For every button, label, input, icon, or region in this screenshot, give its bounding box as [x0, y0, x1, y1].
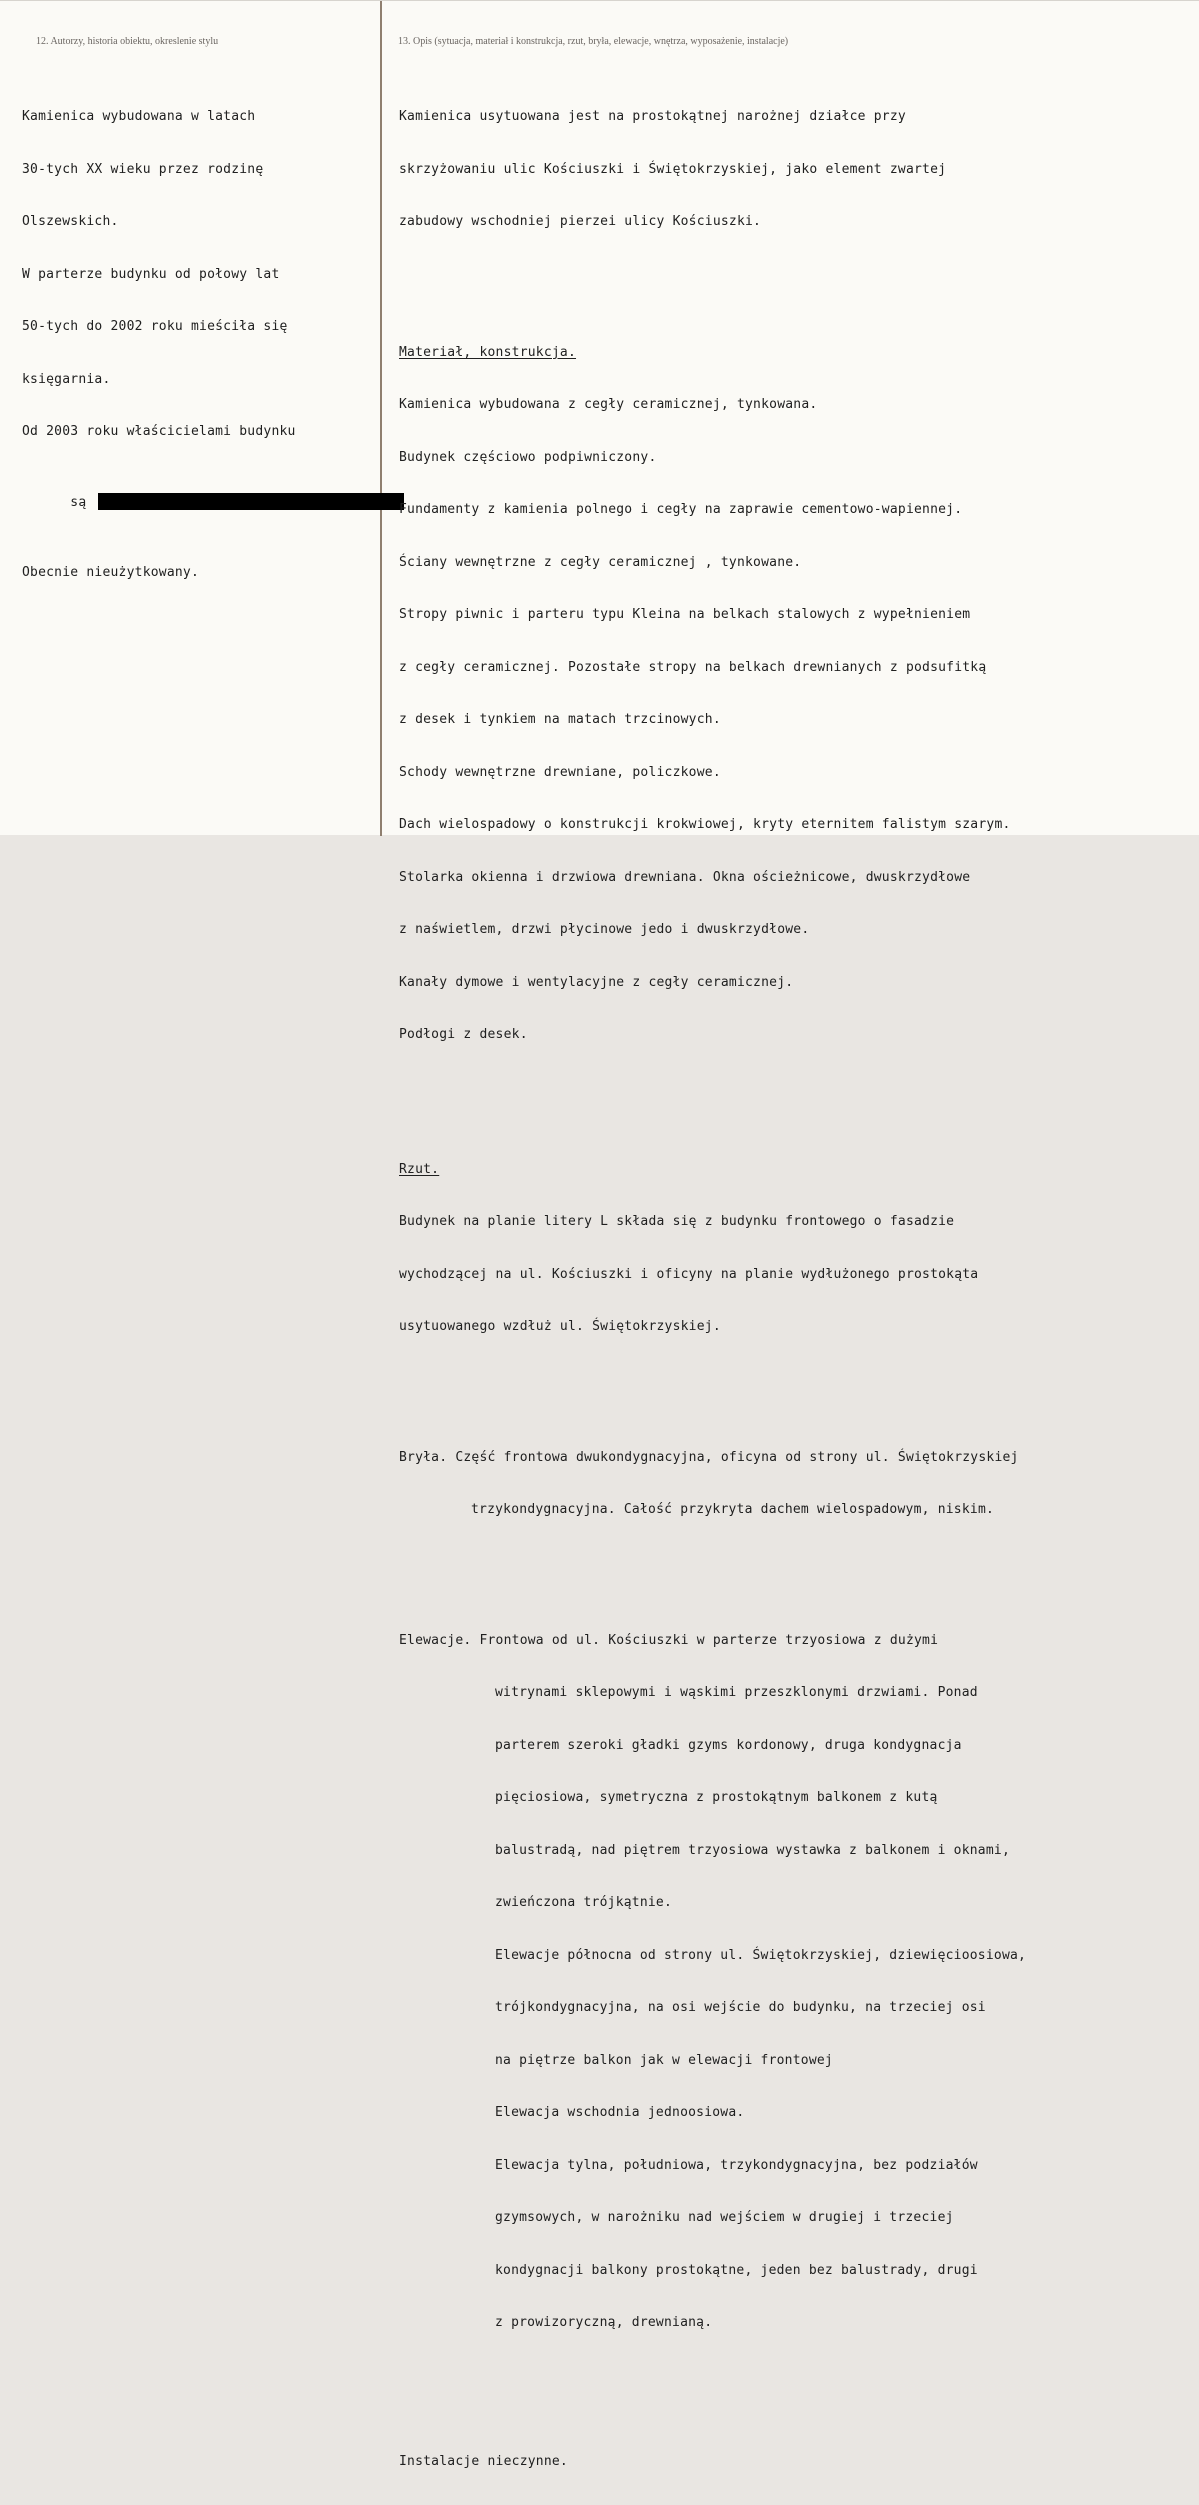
plan-line-3: usytuowanego wzdłuż ul. Świętokrzyskiej.: [399, 1319, 721, 1334]
elevations-line-12: gzymsowych, w narożniku nad wejściem w drugiej i trzeciej: [495, 2210, 954, 2225]
elevations-line-4: pięciosiowa, symetryczna z prostokątnym balkonem z kutą: [495, 1790, 938, 1805]
material-title: Materiał, konstrukcja.: [399, 344, 577, 360]
intro-line-2: skrzyżowaniu ulic Kościuszki i Świętokrzyskiej, jako element zwartej: [399, 161, 947, 177]
left-column-header: 12. Autorzy, historia obiektu, okreslenie stylu: [36, 36, 219, 47]
material-line-12: Kanały dymowe i wentylacyjne z cegły ceramicznej.: [399, 974, 794, 990]
left-line-4: W parterze budynku od połowy lat: [22, 266, 280, 282]
material-line-10: Stolarka okienna i drzwiowa drewniana. Okna ościeżnicowe, dwuskrzydłowe: [399, 869, 971, 885]
intro-line-3: zabudowy wschodniej pierzei ulicy Kościuszki.: [399, 214, 762, 229]
left-line-5: 50-tych do 2002 roku mieściła się: [22, 319, 288, 334]
elevations-line-13: kondygnacji balkony prostokątne, jeden bez balustrady, drugi: [495, 2262, 978, 2278]
left-line-7: Od 2003 roku właścicielami budynku: [22, 424, 296, 439]
right-column-header: 13. Opis (sytuacja, materiał i konstrukcja, rzut, bryła, elewacje, wnętrza, wyposażenie, instalacje): [398, 36, 789, 47]
material-line-4: Ściany wewnętrzne z cegły ceramicznej , tynkowane.: [399, 554, 802, 570]
material-line-9: Dach wielospadowy o konstrukcji krokwiowej, kryty eternitem falistym szarym.: [399, 817, 1011, 832]
left-line-3: Olszewskich.: [22, 214, 119, 229]
material-line-6: z cegły ceramicznej. Pozostałe stropy na belkach drewnianych z podsufitką: [399, 659, 987, 675]
spacer: [399, 2384, 1177, 2400]
body-line-1: Bryła. Część frontowa dwukondygnacyjna, oficyna od strony ul. Świętokrzyskiej: [399, 1449, 1019, 1465]
material-line-3: Fundamenty z kamienia polnego i cegły na zaprawie cementowo-wapiennej.: [399, 502, 963, 517]
left-line-8: [22, 476, 367, 530]
intro-line-1: Kamienica usytuowana jest na prostokątnej narożnej działce przy: [399, 109, 906, 124]
body-line-2: trzykondygnacyjna. Całość przykryta dachem wielospadowym, niskim.: [471, 1502, 995, 1517]
material-line-7: z desek i tynkiem na matach trzcinowych.: [399, 712, 721, 727]
elevations-line-2: witrynami sklepowymi i wąskimi przeszklonymi drzwiami. Ponad: [495, 1685, 978, 1700]
left-line-1: Kamienica wybudowana w latach: [22, 109, 256, 124]
column-divider: [380, 1, 382, 836]
material-line-1: Kamienica wybudowana z cegły ceramicznej, tynkowana.: [399, 397, 818, 412]
material-line-5: Stropy piwnic i parteru typu Kleina na belkach stalowych z wypełnieniem: [399, 607, 971, 622]
elevations-line-10: Elewacja wschodnia jednoosiowa.: [495, 2105, 745, 2120]
elevations-line-1: Elewacje. Frontowa od ul. Kościuszki w parterze trzyosiowa z dużymi: [399, 1632, 939, 1648]
elevations-line-8: trójkondygnacyjna, na osi wejście do budynku, na trzeciej osi: [495, 2000, 986, 2015]
material-line-11: z naświetlem, drzwi płycinowe jedo i dwuskrzydłowe.: [399, 922, 810, 937]
elevations-line-6: zwieńczona trójkątnie.: [495, 1895, 673, 1910]
right-column-text: [399, 73, 1177, 2505]
spacer: [399, 1388, 1177, 1396]
plan-title: Rzut.: [399, 1161, 440, 1177]
elevations-line-5: balustradą, nad piętrem trzyosiowa wystawka z balkonem i oknami,: [495, 1842, 1010, 1858]
left-line-9: Obecnie nieużytkowany.: [22, 565, 200, 580]
left-line-6: księgarnia.: [22, 371, 111, 387]
spacer: [399, 1571, 1177, 1579]
spacer: [399, 1096, 1177, 1108]
left-line-2: 30-tych XX wieku przez rodzinę: [22, 161, 264, 177]
left-line-8-text: są: [70, 495, 87, 510]
material-line-13: Podłogi z desek.: [399, 1027, 528, 1042]
elevations-line-14: z prowizoryczną, drewnianą.: [495, 2315, 713, 2330]
elevations-line-11: Elewacja tylna, południowa, trzykondygnacyjna, bez podziałów: [495, 2157, 978, 2173]
redaction-bar: [98, 493, 404, 510]
elevations-line-7: Elewacje północna od strony ul. Świętokrzyskiej, dziewięcioosiowa,: [495, 1947, 1027, 1963]
left-column-text: [22, 73, 367, 617]
elevations-line-3: parterem szeroki gładki gzyms kordonowy, druga kondygnacja: [495, 1737, 962, 1753]
material-line-8: Schody wewnętrzne drewniane, policzkowe.: [399, 764, 721, 780]
plan-line-1: Budynek na planie litery L składa się z budynku frontowego o fasadzie: [399, 1214, 955, 1229]
elevations-line-9: na piętrze balkon jak w elewacji frontowej: [495, 2052, 833, 2068]
installations-line: Instalacje nieczynne.: [399, 2453, 568, 2469]
spacer: [399, 283, 1177, 291]
material-line-2: Budynek częściowo podpiwniczony.: [399, 449, 657, 465]
plan-line-2: wychodzącej na ul. Kościuszki i oficyny na planie wydłużonego prostokąta: [399, 1266, 979, 1282]
